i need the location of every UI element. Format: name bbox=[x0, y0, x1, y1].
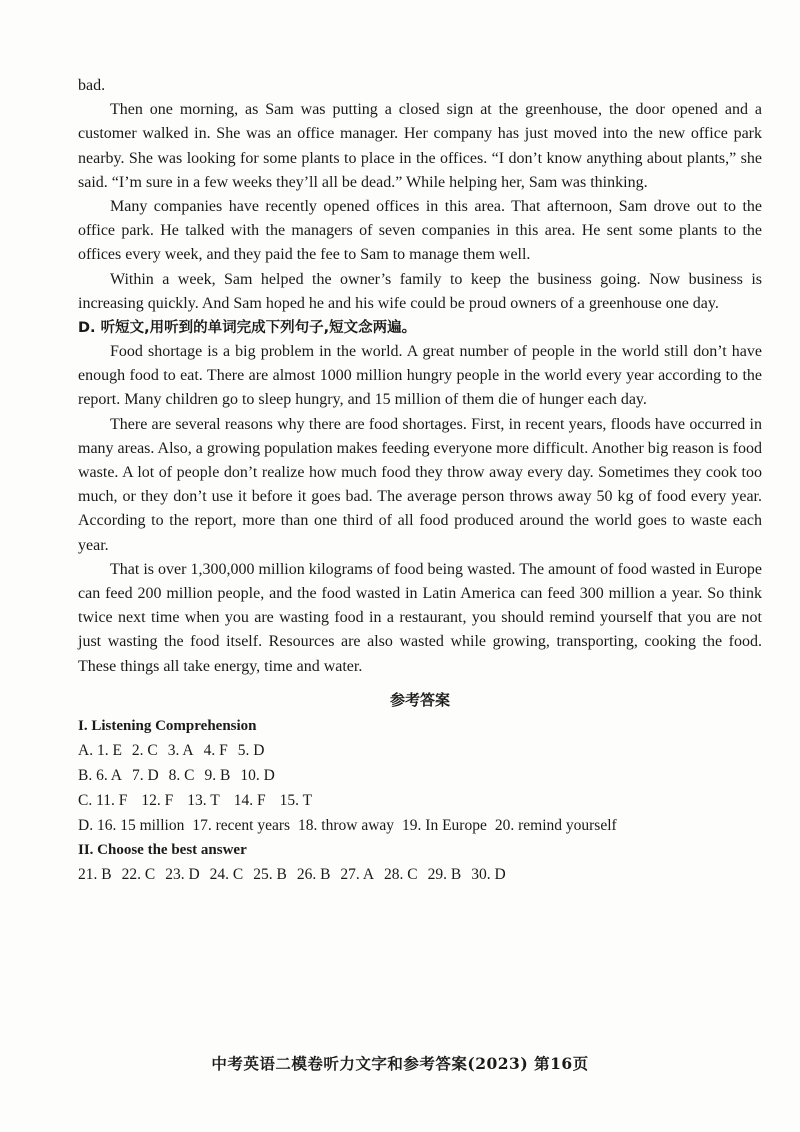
answer-item: 29. B bbox=[427, 865, 462, 883]
answer-item: C. 11. F bbox=[78, 791, 128, 809]
part2-heading: II. Choose the best answer bbox=[78, 841, 247, 858]
answer-item: 5. D bbox=[237, 741, 265, 759]
answer-item: 24. C bbox=[209, 865, 244, 883]
answer-item: 21. B bbox=[78, 865, 112, 883]
answer-item: B. 6. A bbox=[78, 766, 122, 784]
answer-item: 17. recent years bbox=[192, 816, 291, 834]
part1-heading: I. Listening Comprehension bbox=[78, 717, 257, 734]
passage-c-paragraph-1: Then one morning, as Sam was putting a closed sign at the greenhouse, the door opened and a customer walked in. She was an office manager. Her company has just moved into the new office park nearby. She was looking for some plants to place in the offices. “I don’t know anything about plants,” she said. “I’m sure in a few weeks they’ll all be dead.” While helping her, Sam was thinking. bbox=[78, 101, 762, 191]
answer-item: 27. A bbox=[340, 865, 375, 883]
passage-c-paragraph-2: Many companies have recently opened offices in this area. That afternoon, Sam drove out to the office park. He talked with the managers of seven companies in this area. He sent some plants to the offices every week, and they paid the fee to Sam to manage them well. bbox=[78, 198, 762, 264]
answer-row-a bbox=[78, 738, 762, 763]
answer-item: 8. C bbox=[168, 766, 195, 784]
answer-item: 3. A bbox=[167, 741, 194, 759]
answer-item: 9. B bbox=[204, 766, 231, 784]
answer-item: 10. D bbox=[240, 766, 275, 784]
answers-title: 参考答案 bbox=[389, 690, 450, 709]
passage-c-paragraph-3: Within a week, Sam helped the owner’s family to keep the business going. Now business is increasing quickly. And Sam hoped he and his wife could be proud owners of a greenhouse one day. bbox=[78, 270, 762, 312]
section-d-paragraph-2: There are several reasons why there are food shortages. First, in recent years, floods have occurred in many areas. Also, a growing population makes feeding everyone more difficult. Another big reason is food waste. A lot of people don’t realize how much food they throw away every day. Sometimes they cook too much, or they don’t use it before it goes bad. The average person throws away 50 kg of food every year. According to the report, more than one third of all food produced around the world goes to waste each year. bbox=[78, 415, 762, 554]
answer-item: 13. T bbox=[187, 791, 220, 809]
answer-item: 30. D bbox=[471, 865, 506, 883]
answer-item: 26. B bbox=[296, 865, 331, 883]
answer-item: 23. D bbox=[165, 865, 200, 883]
answer-item: 7. D bbox=[131, 766, 159, 784]
answer-item: 18. throw away bbox=[298, 816, 395, 834]
answer-item: 14. F bbox=[233, 791, 266, 809]
answer-row-c bbox=[78, 788, 762, 813]
passage-c-fragment: bad. bbox=[78, 77, 106, 94]
answer-item: 22. C bbox=[121, 865, 156, 883]
answer-item: 25. B bbox=[253, 865, 287, 883]
answer-row-d bbox=[78, 813, 762, 838]
answer-item: D. 16. 15 million bbox=[78, 816, 185, 834]
answer-item: 19. In Europe bbox=[402, 816, 487, 834]
answer-item: 2. C bbox=[131, 741, 158, 759]
section-d-heading: D. 听短文,用听到的单词完成下列句子,短文念两遍。 bbox=[78, 320, 417, 337]
page-footer: 中考英语二模卷听力文字和参考答案(2023) 第16页 bbox=[211, 1054, 589, 1073]
answer-item: A. 1. E bbox=[78, 741, 122, 759]
section-d-paragraph-1: Food shortage is a big problem in the world. A great number of people in the world still don’t have enough food to eat. There are almost 1000 million hungry people in the world every year according to the report. Many children go to sleep hungry, and 15 million of them die of hunger each day. bbox=[78, 343, 762, 409]
answer-item: 4. F bbox=[203, 741, 228, 759]
answer-item: 15. T bbox=[279, 791, 313, 809]
section-d-paragraph-3: That is over 1,300,000 million kilograms of food being wasted. The amount of food wasted in Europe can feed 200 million people, and the food wasted in Latin America can feed 300 million a year. So think twice next time when you are wasting food in a restaurant, you should remind yourself that you are not just wasting the food itself. Resources are also wasted while growing, transporting, cooking the food. These things all take energy, time and water. bbox=[78, 560, 762, 675]
answer-item: 28. C bbox=[384, 865, 418, 883]
answer-row-b bbox=[78, 763, 762, 788]
answer-item: 20. remind yourself bbox=[494, 816, 617, 834]
answer-item: 12. F bbox=[141, 791, 174, 809]
answer-row-part2 bbox=[78, 862, 762, 887]
